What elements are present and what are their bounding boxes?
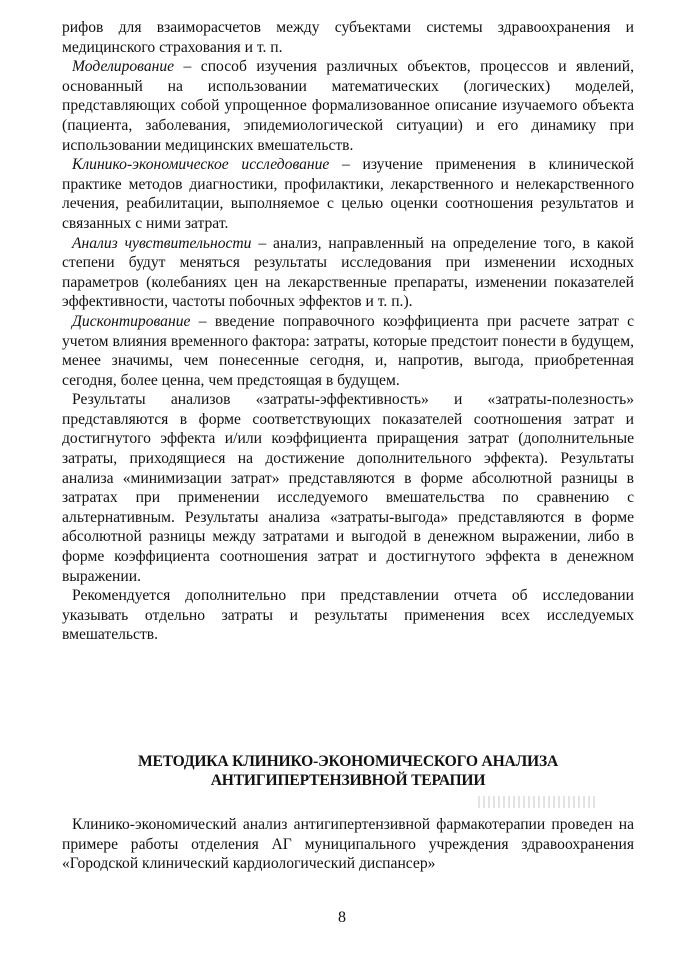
paragraph-text: Рекомендуется дополнительно при представлении отчета об исследовании указывать отдельно затраты и результаты применения всех исследуемых вмешательств. bbox=[62, 587, 634, 644]
section-heading-line-1: МЕТОДИКА КЛИНИКО-ЭКОНОМИЧЕСКОГО АНАЛИЗА bbox=[137, 753, 559, 770]
paragraph-text: – изучение применения в клинической практике методов диагностики, профилактики, лекарственного и нелекарственного лечения, реабилитации, выполняемое с целью оценки соотношения результатов и связанных с ними затрат. bbox=[62, 156, 634, 232]
paragraph-clinical-economic-study bbox=[62, 155, 634, 233]
page-number: 8 bbox=[338, 909, 346, 926]
paragraph-recommendation bbox=[62, 586, 634, 645]
tail-paragraph: Клинико-экономический анализ антигипертензивной фармакотерапии проведен на примере работы отделения АГ муниципального учреждения здравоохранения «Городской клинический кардиологический диспансер» bbox=[62, 816, 634, 873]
body-text bbox=[62, 18, 634, 645]
paragraph-text: – способ изучения различных объектов, процессов и явлений, основанный на использовании математических (логических) моделей, представляющих собой упрощенное формализованное описание изучаемого объекта (пациента, заболевания, эпидемиологической ситуации) и его динамику при использовании медицинских вмешательств. bbox=[62, 58, 634, 154]
paragraph-text: рифов для взаиморасчетов между субъектами системы здравоохранения и медицинского страхования и т. п. bbox=[62, 19, 634, 56]
paragraph-discounting bbox=[62, 312, 634, 390]
section-body bbox=[62, 815, 634, 874]
section-heading-line-2: АНТИГИПЕРТЕНЗИВНОЙ ТЕРАПИИ bbox=[210, 772, 486, 789]
paragraph-results bbox=[62, 390, 634, 586]
paragraph-text: Результаты анализов «затраты-эффективность» и «затраты-полезность» представляются в форме соответствующих показателей соотношения затрат и достигнутого эффекта и/или коэффициента приращения затрат (дополнительные затраты, приходящиеся на достижение дополнительного эффекта). Результаты анализа «минимизации затрат» представляются в форме абсолютной разницы в затратах при применении исследуемого вмешательства по сравнению с альтернативным. Результаты анализа «затраты-выгода» представляются в форме абсолютной разницы между затратами и выгодой в денежном выражении, либо в форме коэффициента соотношения затрат и достигнутого эффекта в денежном выражении. bbox=[62, 391, 634, 585]
paragraph-text: – введение поправочного коэффициента при расчете затрат с учетом влияния временного фактора: затраты, которые предстоит понести в будущем, менее значимы, чем понесенные сегодня, и, напротив, выгода, приобретенная сегодня, более ценна, чем предстоящая в будущем. bbox=[62, 312, 634, 389]
term-discounting: Дисконтирование bbox=[72, 312, 191, 330]
paragraph-sensitivity-analysis bbox=[62, 234, 634, 312]
section-heading bbox=[62, 752, 634, 790]
paragraph-continuation bbox=[62, 18, 634, 57]
faint-stamp-mark bbox=[478, 796, 598, 808]
term-modeling: Моделирование bbox=[72, 58, 175, 76]
term-sensitivity-analysis: Анализ чувствительности bbox=[72, 234, 252, 252]
term-clinical-economic-study: Клинико-экономическое исследование bbox=[72, 156, 330, 174]
paragraph-modeling bbox=[62, 57, 634, 155]
paragraph-text: – анализ, направленный на определение того, в какой степени будут меняться результаты исследования при изменении исходных параметров (колебаниях цен на лекарственные препараты, изменении показателей эффективности, частоты побочных эффектов и т. п.). bbox=[62, 234, 634, 311]
